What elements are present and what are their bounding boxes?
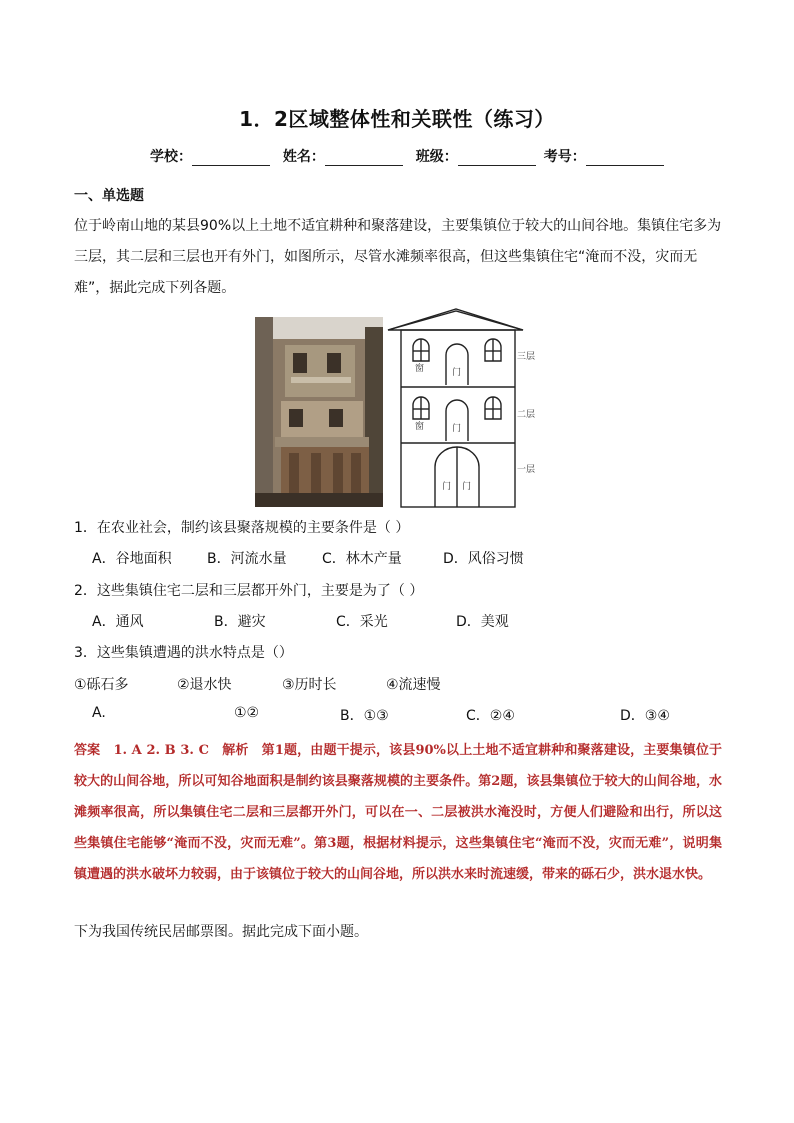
question-3-option-c[interactable]: C．②④ xyxy=(466,708,515,724)
class-blank[interactable] xyxy=(458,151,536,166)
exam-no-blank[interactable] xyxy=(586,151,664,166)
window-label-3: 窗 xyxy=(415,364,425,374)
question-3-option-a-value[interactable]: ①② xyxy=(234,705,260,721)
page-title: 1．2区域整体性和关联性（练习） xyxy=(239,107,555,131)
door-label-1b: 门 xyxy=(462,482,472,492)
question-2-stem: 2．这些集镇住宅二层和三层都开外门，主要是为了（ ） xyxy=(74,583,424,599)
house-figure xyxy=(255,317,536,509)
next-question-intro: 下为我国传统民居邮票图。据此完成下面小题。 xyxy=(74,924,368,940)
house-illustration xyxy=(255,317,536,509)
intro-paragraph: 位于岭南山地的某县90%以上土地不适宜耕种和聚落建设，主要集镇位于较大的山间谷地。集镇住宅多为三层，其二层和三层也开有外门，如图所示，尽管水滩频率很高，但这些集镇住宅“淹而不没，灾而无难”，据此完成下列各题。 xyxy=(74,218,722,296)
question-3-item-1: ①砾石多 xyxy=(74,677,129,693)
answer-explanation: 答案 1. A 2. B 3. C 解析 第1题，由题干提示，该县90%以上土地不适宜耕种和聚落建设，主要集镇位于较大的山间谷地，所以可知谷地面积是制约该县聚落规模的主要条件。第2题，该县集镇位于较大的山间谷地，水滩频率很高，所以集镇住宅二层和三层都开外门，可以在一、二层被洪水淹没时，方便人们避险和出行，所以这些集镇住宅能够“淹而不没，灾而无难”。第3题，根据材料提示，这些集镇住宅“淹而不没，灾而无难”，说明集镇遭遇的洪水破坏力较弱，由于该镇位于较大的山间谷地，所以洪水来时流速缓，带来的砾石少，洪水退水快。 xyxy=(74,743,722,882)
question-1-option-a[interactable]: A．谷地面积 xyxy=(92,551,172,567)
name-label: 姓名： xyxy=(282,149,325,165)
window-label-2: 窗 xyxy=(415,422,425,432)
question-3-option-a[interactable]: A. xyxy=(92,705,106,721)
house-diagram xyxy=(388,309,523,507)
class-label: 班级： xyxy=(415,149,458,165)
question-1-option-c[interactable]: C．林木产量 xyxy=(322,551,402,567)
floor1-label: 一层 xyxy=(517,465,536,475)
question-1-option-b[interactable]: B．河流水量 xyxy=(207,551,287,567)
student-info-row xyxy=(150,146,710,166)
question-3-stem: 3．这些集镇遭遇的洪水特点是（） xyxy=(74,645,293,661)
question-1-option-d[interactable]: D．风俗习惯 xyxy=(443,551,524,567)
door-label-3: 门 xyxy=(452,368,462,378)
house-photo xyxy=(255,317,383,507)
question-3-item-4: ④流速慢 xyxy=(386,677,441,693)
question-3-option-b[interactable]: B．①③ xyxy=(340,708,389,724)
question-2-option-c[interactable]: C．采光 xyxy=(336,614,388,630)
door-label-1a: 门 xyxy=(442,482,452,492)
school-label: 学校： xyxy=(150,149,192,165)
question-3-item-3: ③历时长 xyxy=(282,677,337,693)
section-heading: 一、单选题 xyxy=(74,188,144,204)
floor2-label: 二层 xyxy=(517,410,536,420)
question-3-option-d[interactable]: D．③④ xyxy=(620,708,670,724)
name-blank[interactable] xyxy=(325,151,403,166)
school-blank[interactable] xyxy=(192,151,270,166)
question-1-stem: 1．在农业社会，制约该县聚落规模的主要条件是（ ） xyxy=(74,520,410,536)
door-label-2: 门 xyxy=(452,424,462,434)
question-3-item-2: ②退水快 xyxy=(177,677,232,693)
floor3-label: 三层 xyxy=(517,352,536,362)
question-2-option-a[interactable]: A．通风 xyxy=(92,614,144,630)
exam-no-label: 考号： xyxy=(543,149,586,165)
question-2-option-d[interactable]: D．美观 xyxy=(456,614,509,630)
question-2-option-b[interactable]: B．避灾 xyxy=(214,614,266,630)
